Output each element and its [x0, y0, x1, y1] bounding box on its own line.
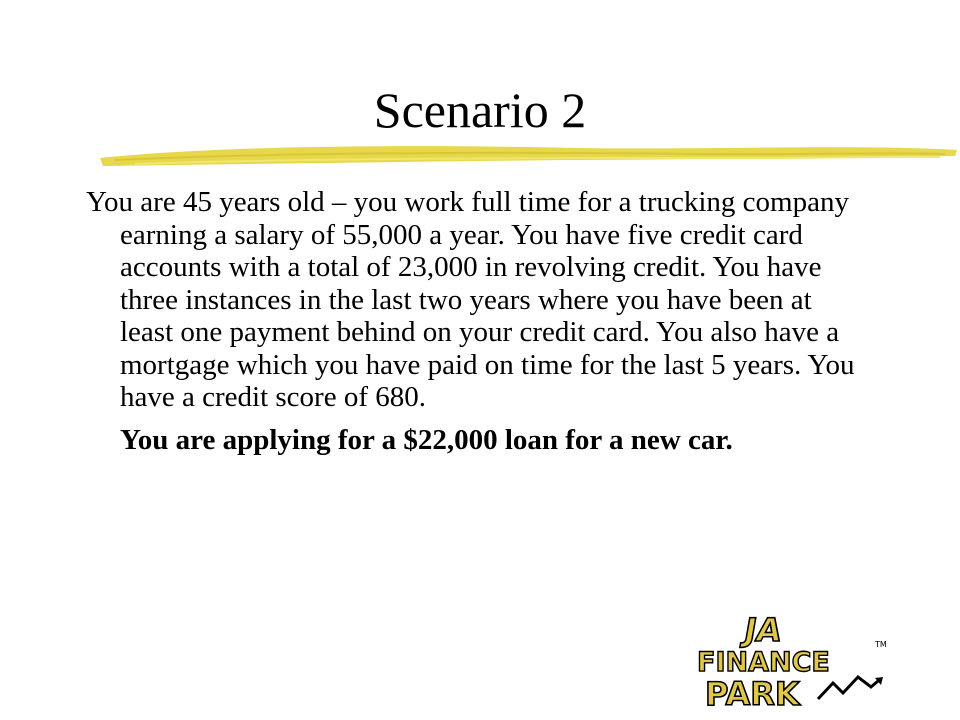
- loan-request-statement: You are applying for a $22,000 loan for a new car.: [120, 423, 733, 456]
- logo-trademark: TM: [875, 640, 887, 649]
- logo-ja-text: JA: [741, 611, 785, 649]
- logo-park-text: PARK: [705, 675, 800, 711]
- logo-zigzag-icon: [818, 677, 878, 699]
- logo-finance-text: FINANCE: [697, 647, 830, 678]
- scenario-description: You are 45 years old – you work full time for a trucking company earning a salary of 55,000 a year. You have five credit card accounts with a total of 23,000 in revolving credit. You have three instances in the last two years where you have been at least one payment behind on your credit card. You also have a mortgage which you have paid on time for the last 5 years. You have a credit score of 680.: [86, 186, 855, 413]
- slide-title: Scenario 2: [373, 82, 587, 138]
- ja-finance-park-logo: [693, 611, 893, 711]
- scenario-body: [86, 186, 856, 456]
- title-underline-brushstroke: [95, 136, 960, 176]
